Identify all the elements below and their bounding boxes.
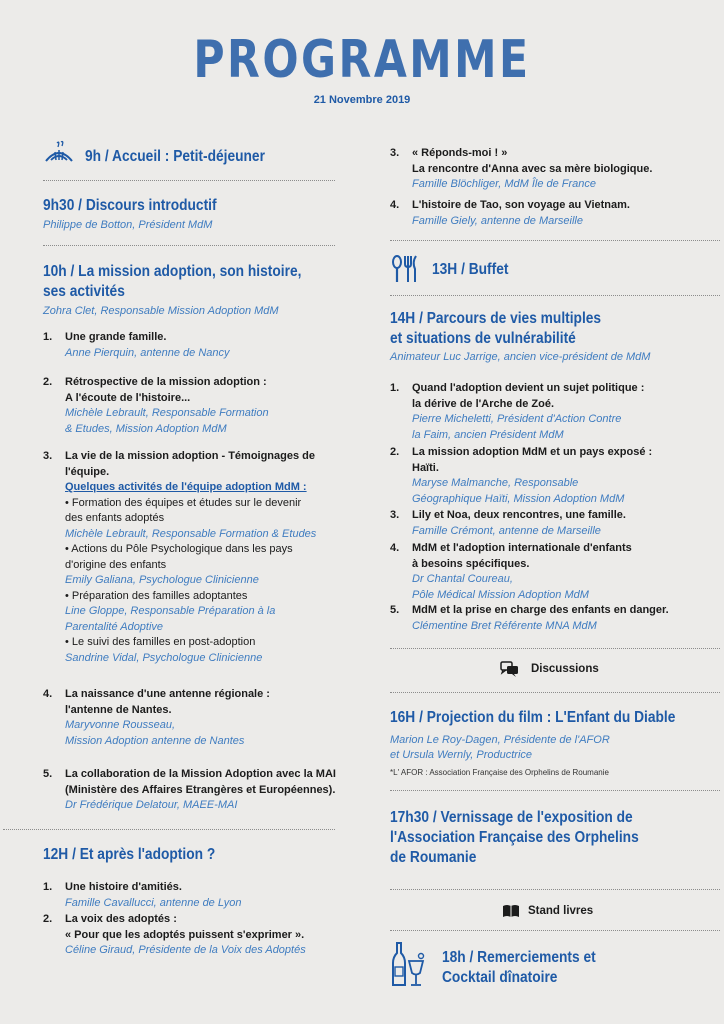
activity-speaker: Michèle Lebrault, Responsable Formation & Etudes <box>65 527 317 540</box>
activities-link[interactable]: Quelques activités de l'équipe adoption MdM : <box>65 481 307 493</box>
item-speaker: Famille Giely, antenne de Marseille <box>412 214 583 227</box>
list-item <box>390 198 700 229</box>
heading-17h30-line3: de Roumanie <box>390 849 477 866</box>
stand-livres-label: Stand livres <box>528 905 594 917</box>
item-number: 4. <box>390 199 400 211</box>
item-speaker: Dr Frédérique Delatour, MAEE-MAI <box>65 799 238 811</box>
divider <box>390 240 720 241</box>
heading-14h-line1: 14H / Parcours de vies multiples <box>390 310 602 327</box>
item-title: MdM et l'adoption internationale d'enfants <box>412 542 632 554</box>
item-number: 2. <box>43 376 53 388</box>
list-item <box>390 381 700 443</box>
list-item <box>390 603 710 634</box>
item-number: 1. <box>390 382 400 394</box>
item-number: 5. <box>43 768 53 780</box>
item-number: 1. <box>43 331 53 343</box>
discussions-label: Discussions <box>531 663 599 675</box>
item-number: 2. <box>390 446 400 458</box>
list-item <box>390 146 700 193</box>
item-speaker: Pierre Micheletti, Président d'Action Contre <box>412 413 622 425</box>
event-date: 21 Novembre 2019 <box>313 94 411 106</box>
item-number: 4. <box>43 688 53 700</box>
item-speaker: Michèle Lebrault, Responsable Formation <box>65 407 269 419</box>
item-speaker: Dr Chantal Coureau, <box>412 573 513 585</box>
item-speaker: Céline Giraud, Présidente de la Voix des Adoptés <box>65 944 306 956</box>
list-item <box>390 445 700 507</box>
heading-10h-line1: 10h / La mission adoption, son histoire, <box>43 263 302 280</box>
speaker: Animateur Luc Jarrige, ancien vice-président de MdM <box>390 351 651 363</box>
item-title: La naissance d'une antenne régionale : <box>65 688 270 700</box>
list-item <box>390 508 700 539</box>
item-title: L'histoire de Tao, son voyage au Vietnam. <box>412 199 630 211</box>
divider <box>390 930 720 931</box>
divider <box>43 180 335 181</box>
item-title: Haïti. <box>412 461 439 474</box>
item-speaker: & Etudes, Mission Adoption MdM <box>65 422 227 435</box>
speaker: Marion Le Roy-Dagen, Présidente de l'AFOR <box>390 734 610 746</box>
list-item <box>43 449 343 666</box>
heading-10h-line2: ses activités <box>43 283 125 300</box>
heading-17h30-line1: 17h30 / Vernissage de l'exposition de <box>390 809 633 826</box>
list-item <box>43 912 353 959</box>
item-speaker: Famille Crémont, antenne de Marseille <box>412 524 601 537</box>
item-title: Quand l'adoption devient un sujet politique : <box>412 382 645 394</box>
item-title: La rencontre d'Anna avec sa mère biologique. <box>412 162 653 175</box>
book-icon <box>502 904 520 918</box>
item-number: 3. <box>43 450 53 462</box>
activity-text: • Le suivi des familles en post-adoption <box>65 636 256 648</box>
item-title: Lily et Noa, deux rencontres, une famille. <box>412 509 626 521</box>
item-number: 3. <box>390 509 400 521</box>
item-title: l'équipe. <box>65 465 110 478</box>
heading-17h30-line2: l'Association Française des Orphelins <box>390 829 639 846</box>
list-item <box>43 687 343 749</box>
speaker: et Ursula Wernly, Productrice <box>390 749 533 761</box>
list-item <box>43 880 343 911</box>
divider <box>390 692 720 693</box>
list-item <box>43 375 343 437</box>
activity-speaker: Line Gloppe, Responsable Préparation à la <box>65 605 276 617</box>
item-title: « Réponds-moi ! » <box>412 147 508 159</box>
activity-text: • Préparation des familles adoptantes <box>65 589 248 602</box>
bottle-glass-icon <box>390 941 426 987</box>
item-title: la dérive de l'Arche de Zoé. <box>412 397 555 410</box>
item-number: 4. <box>390 542 400 554</box>
item-title: A l'écoute de l'histoire... <box>65 391 191 404</box>
divider <box>43 245 335 246</box>
item-title: La collaboration de la Mission Adoption avec la MAI <box>65 768 336 780</box>
heading-12h: 12H / Et après l'adoption ? <box>43 846 216 863</box>
item-title: Rétrospective de la mission adoption : <box>65 376 267 388</box>
divider <box>390 648 720 649</box>
activity-text: • Formation des équipes et études sur le devenir <box>65 496 302 509</box>
heading-9h: 9h / Accueil : Petit-déjeuner <box>85 148 265 165</box>
item-title: « Pour que les adoptés puissent s'exprimer ». <box>65 928 305 941</box>
heading-18h-line1: 18h / Remerciements et <box>442 949 596 966</box>
item-speaker: Famille Cavallucci, antenne de Lyon <box>65 896 242 909</box>
page-title: PROGRAMME <box>193 30 531 90</box>
speaker: Zohra Clet, Responsable Mission Adoption MdM <box>43 305 279 317</box>
item-speaker: Maryvonne Rousseau, <box>65 719 176 731</box>
list-item <box>43 330 343 361</box>
item-title: à besoins spécifiques. <box>412 557 530 570</box>
item-title: Une grande famille. <box>65 331 167 343</box>
heading-16h: 16H / Projection du film : L'Enfant du Diable <box>390 709 676 726</box>
item-speaker: Anne Pierquin, antenne de Nancy <box>65 346 230 359</box>
activity-text: des enfants adoptés <box>65 512 165 524</box>
list-item <box>390 541 700 603</box>
divider <box>3 829 335 830</box>
divider <box>390 295 720 296</box>
activity-speaker: Sandrine Vidal, Psychologue Clinicienne <box>65 651 263 664</box>
item-speaker: Géographique Haïti, Mission Adoption MdM <box>412 492 625 505</box>
item-title: l'antenne de Nantes. <box>65 703 172 716</box>
item-speaker: Mission Adoption antenne de Nantes <box>65 734 245 747</box>
heading-13h: 13H / Buffet <box>432 261 509 278</box>
heading-18h-line2: Cocktail dînatoire <box>442 969 558 986</box>
item-number: 3. <box>390 147 400 159</box>
item-speaker: Famille Blöchliger, MdM Île de France <box>412 178 597 190</box>
item-title: La voix des adoptés : <box>65 913 177 925</box>
cutlery-icon <box>390 254 420 284</box>
item-speaker: Pôle Médical Mission Adoption MdM <box>412 588 589 601</box>
activity-text: d'origine des enfants <box>65 558 167 571</box>
item-title: La mission adoption MdM et un pays exposé : <box>412 446 653 458</box>
item-title: (Ministère des Affaires Etrangères et Européennes). <box>65 783 336 796</box>
speech-bubbles-icon <box>500 661 520 679</box>
item-speaker: Maryse Malmanche, Responsable <box>412 477 579 489</box>
footnote: *L' AFOR : Association Française des Orphelins de Roumanie <box>390 768 609 777</box>
heading-14h-line2: et situations de vulnérabilité <box>390 330 576 347</box>
croissant-icon <box>43 139 75 169</box>
item-number: 2. <box>43 913 53 925</box>
item-speaker: la Faim, ancien Président MdM <box>412 428 564 441</box>
item-number: 5. <box>390 604 400 616</box>
item-title: Une histoire d'amitiés. <box>65 881 182 893</box>
item-number: 1. <box>43 881 53 893</box>
divider <box>390 889 720 890</box>
heading-9h30: 9h30 / Discours introductif <box>43 197 217 214</box>
list-item <box>43 767 353 814</box>
item-title: MdM et la prise en charge des enfants en danger. <box>412 604 669 616</box>
item-speaker: Clémentine Bret Référente MNA MdM <box>412 619 597 632</box>
activity-speaker: Emily Galiana, Psychologue Clinicienne <box>65 574 259 586</box>
divider <box>390 790 720 791</box>
activity-speaker: Parentalité Adoptive <box>65 620 164 633</box>
activity-text: • Actions du Pôle Psychologique dans les pays <box>65 543 293 555</box>
speaker: Philippe de Botton, Président MdM <box>43 219 213 231</box>
item-title: La vie de la mission adoption - Témoignages de <box>65 450 315 462</box>
